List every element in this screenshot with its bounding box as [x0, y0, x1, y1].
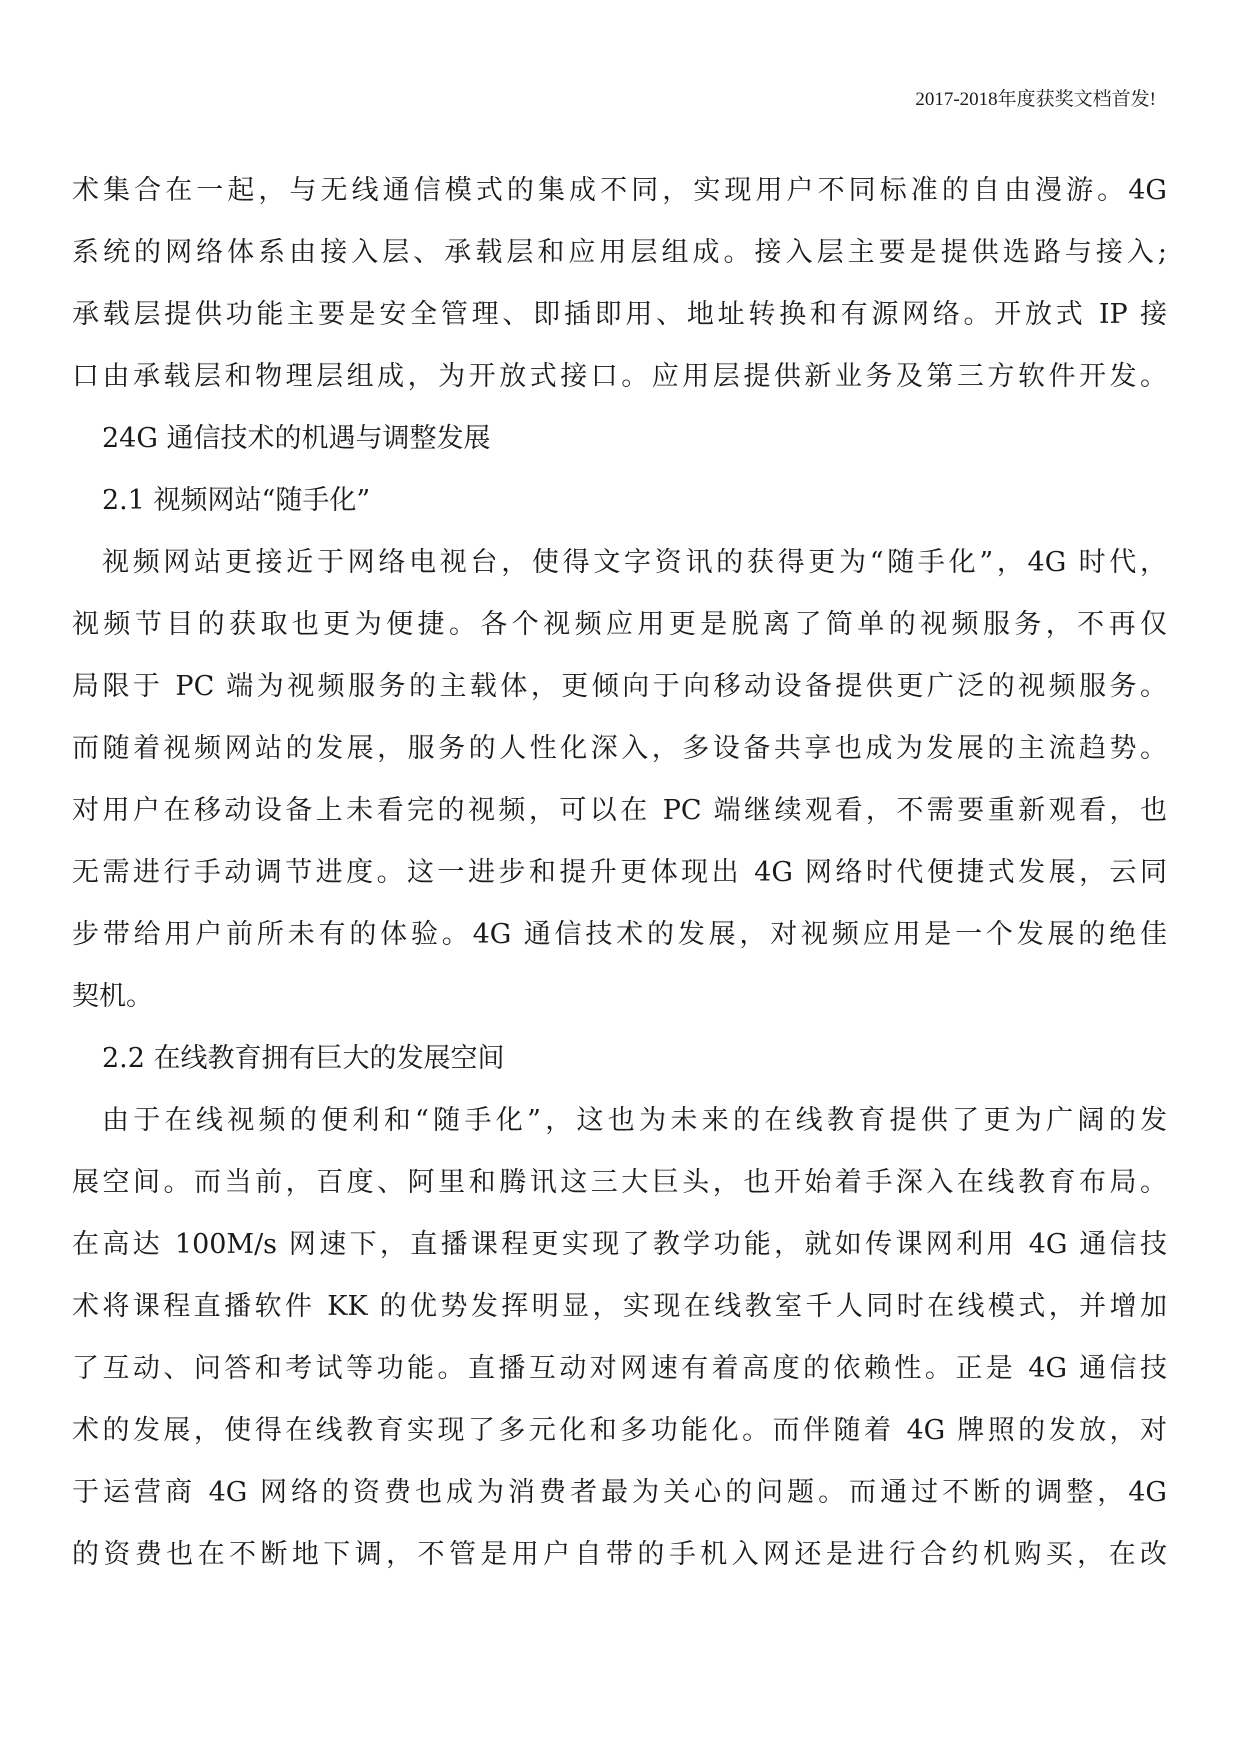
text-line: 术将课程直播软件 KK 的优势发挥明显，实现在线教室千人同时在线模式，并增加: [72, 1291, 1167, 1322]
text-line: 24G 通信技术的机遇与调整发展: [102, 423, 491, 454]
text-line: 视频网站更接近于网络电视台，使得文字资讯的获得更为“随手化”，4G 时代，: [102, 547, 1167, 578]
text-line: 无需进行手动调节进度。这一进步和提升更体现出 4G 网络时代便捷式发展，云同: [72, 857, 1167, 888]
text-line: 术集合在一起，与无线通信模式的集成不同，实现用户不同标准的自由漫游。4G: [72, 175, 1167, 206]
text-line: 术的发展，使得在线教育实现了多元化和多功能化。而伴随着 4G 牌照的发放，对: [72, 1415, 1167, 1446]
page-header: 2017-2018年度获奖文档首发!: [915, 89, 1156, 110]
document-body: [72, 160, 1167, 1586]
text-line: 步带给用户前所未有的体验。4G 通信技术的发展，对视频应用是一个发展的绝佳: [72, 919, 1167, 950]
text-line: 视频节目的获取也更为便捷。各个视频应用更是脱离了简单的视频服务，不再仅: [72, 609, 1167, 640]
text-line: 契机。: [72, 981, 153, 1012]
text-line: 口由承载层和物理层组成，为开放式接口。应用层提供新业务及第三方软件开发。: [72, 361, 1167, 392]
text-line: 局限于 PC 端为视频服务的主载体，更倾向于向移动设备提供更广泛的视频服务。: [72, 671, 1167, 702]
text-line: 展空间。而当前，百度、阿里和腾讯这三大巨头，也开始着手深入在线教育布局。: [72, 1167, 1167, 1198]
text-line: 承载层提供功能主要是安全管理、即插即用、地址转换和有源网络。开放式 IP 接: [72, 299, 1167, 330]
text-line: 在高达 100M/s 网速下，直播课程更实现了教学功能，就如传课网利用 4G 通信技: [72, 1229, 1167, 1260]
text-line: 由于在线视频的便利和“随手化”，这也为未来的在线教育提供了更为广阔的发: [102, 1105, 1167, 1136]
text-line: 而随着视频网站的发展，服务的人性化深入，多设备共享也成为发展的主流趋势。: [72, 733, 1167, 764]
text-line: 了互动、问答和考试等功能。直播互动对网速有着高度的依赖性。正是 4G 通信技: [72, 1353, 1167, 1384]
text-line: 2.2 在线教育拥有巨大的发展空间: [102, 1043, 505, 1074]
text-line: 对用户在移动设备上未看完的视频，可以在 PC 端继续观看，不需要重新观看，也: [72, 795, 1167, 826]
text-line: 的资费也在不断地下调，不管是用户自带的手机入网还是进行合约机购买，在改: [72, 1539, 1167, 1570]
text-line: 系统的网络体系由接入层、承载层和应用层组成。接入层主要是提供选路与接入;: [72, 237, 1167, 268]
text-line: 2.1 视频网站“随手化”: [102, 485, 371, 516]
text-line: 于运营商 4G 网络的资费也成为消费者最为关心的问题。而通过不断的调整，4G: [72, 1477, 1167, 1508]
